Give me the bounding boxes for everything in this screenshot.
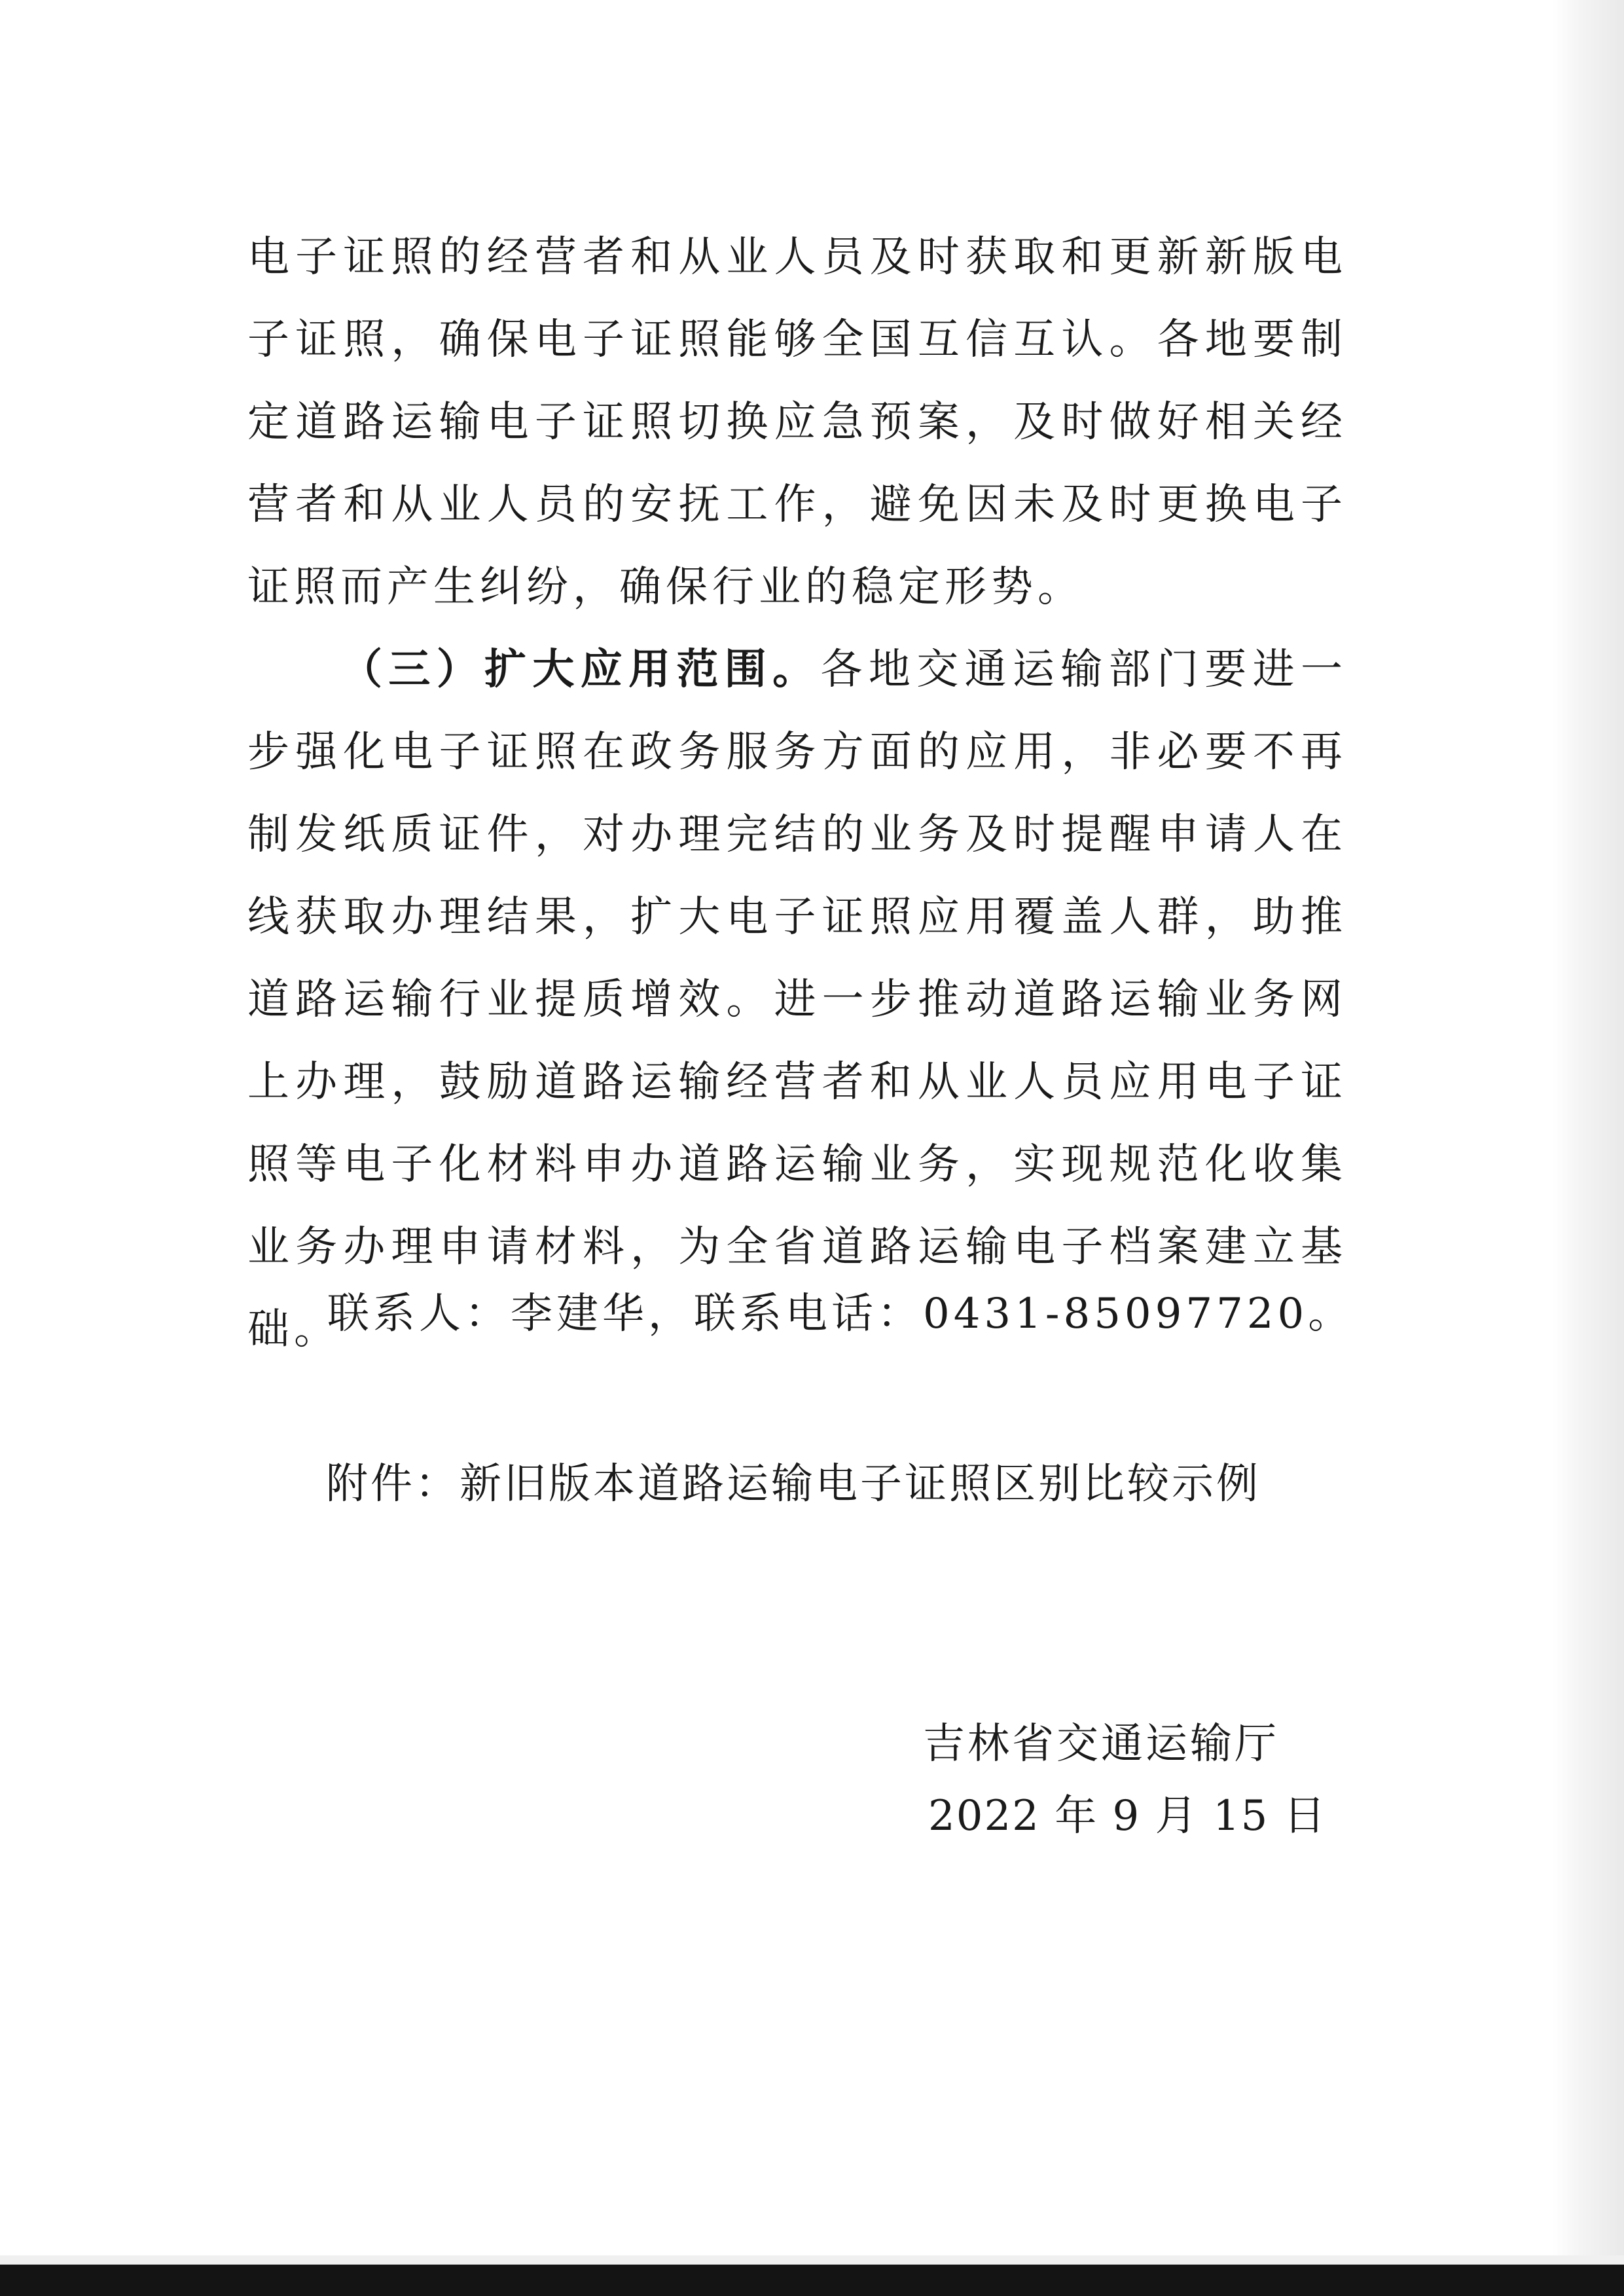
scan-bottom-bar — [0, 2265, 1624, 2296]
paragraph-section-three — [247, 629, 1347, 1371]
signature-organization: 吉林省交通运输厅 — [923, 1720, 1279, 1768]
paragraph-text: 各地交通运输部门要进一步强化电子证照在政务服务方面的应用，非必要不再制发纸质证件，对办理完结的业务及时提醒申请人在线获取办理结果，扩大电子证照应用覆盖人群，助推道路运输行业提质增效。进一步推动道路运输业务网上办理，鼓励道路运输经营者和从业人员应用电子证照等电子化材料申办道路运输业务，实现规范化收集业务办理申请材料，为全省道路运输电子档案建立基础。 — [247, 646, 1347, 1354]
paragraph-text: 电子证照的经营者和从业人员及时获取和更新新版电子证照，确保电子证照能够全国互信互认。各地要制定道路运输电子证照切换应急预案，及时做好相关经营者和从业人员的安抚工作，避免因未及时更换电子证照而产生纠纷，确保行业的稳定形势。 — [247, 233, 1347, 611]
section-heading: （三）扩大应用范围。 — [340, 645, 821, 694]
document-body — [247, 216, 1347, 1371]
scan-bottom-gap — [0, 2255, 1624, 2265]
signature-date: 2022 年 9 月 15 日 — [928, 1792, 1327, 1840]
scan-shadow-edge — [1552, 0, 1624, 2265]
contact-line: 联系人：李建华，联系电话：0431-85097720。 — [327, 1290, 1354, 1338]
attachment-line: 附件：新旧版本道路运输电子证照区别比较示例 — [326, 1460, 1261, 1508]
paragraph-continuation — [247, 216, 1347, 629]
